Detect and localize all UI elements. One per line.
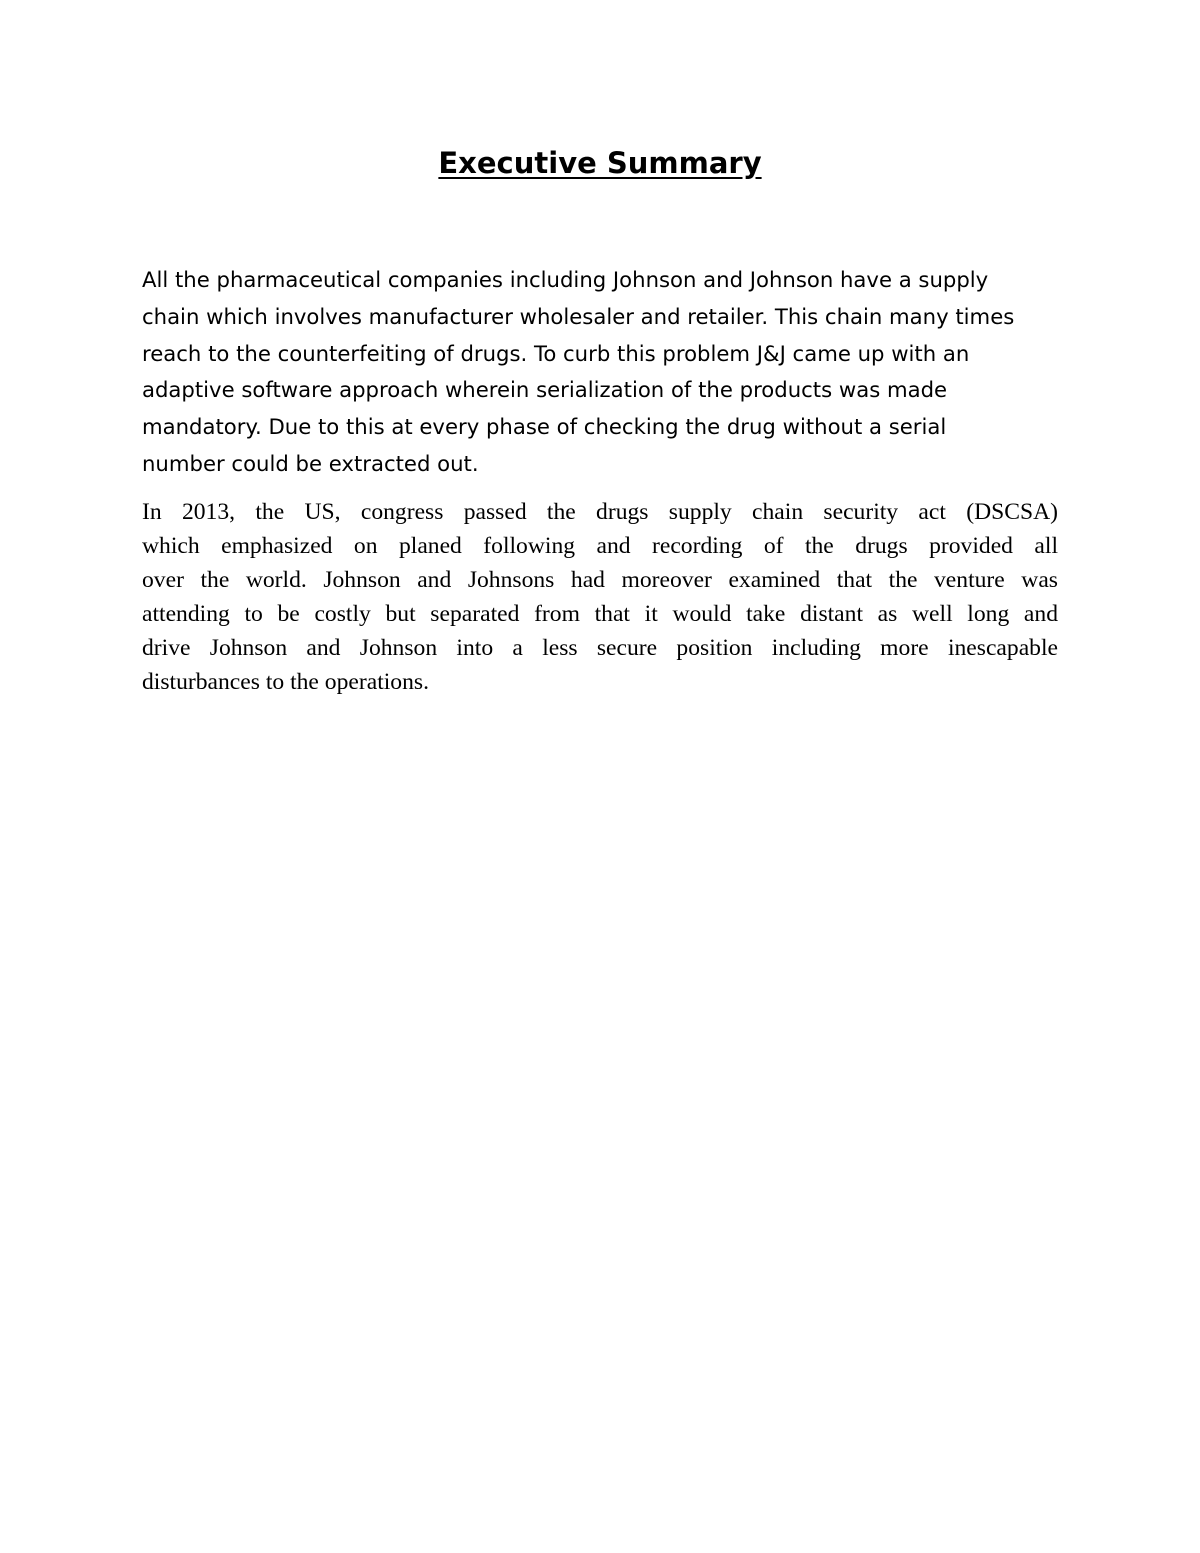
- paragraph-line: adaptive software approach wherein serialization of the products was made: [142, 377, 948, 403]
- paragraph-line: In 2013, the US, congress passed the drugs supply chain security act (DSCSA): [142, 499, 1058, 525]
- paragraph-line: attending to be costly but separated from that it would take distant as well long and: [142, 601, 1058, 627]
- paragraph-line: number could be extracted out.: [142, 450, 479, 476]
- paragraph-line: disturbances to the operations.: [142, 669, 429, 695]
- body-paragraph-1: [142, 262, 1062, 483]
- page-title: Executive Summary: [438, 146, 762, 180]
- paragraph-line: All the pharmaceutical companies including Johnson and Johnson have a supply: [142, 267, 989, 292]
- paragraph-line: mandatory. Due to this at every phase of checking the drug without a serial: [142, 414, 947, 440]
- paragraph-line: drive Johnson and Johnson into a less secure position including more inescapable: [142, 635, 1058, 661]
- paragraph-line: which emphasized on planed following and recording of the drugs provided all: [142, 533, 1058, 559]
- paragraph-line: over the world. Johnson and Johnsons had moreover examined that the venture was: [142, 567, 1058, 593]
- body-paragraph-2: [142, 495, 1058, 699]
- paragraph-line: reach to the counterfeiting of drugs. To curb this problem J&J came up with an: [142, 340, 970, 366]
- paragraph-line: chain which involves manufacturer wholesaler and retailer. This chain many times: [142, 303, 1015, 329]
